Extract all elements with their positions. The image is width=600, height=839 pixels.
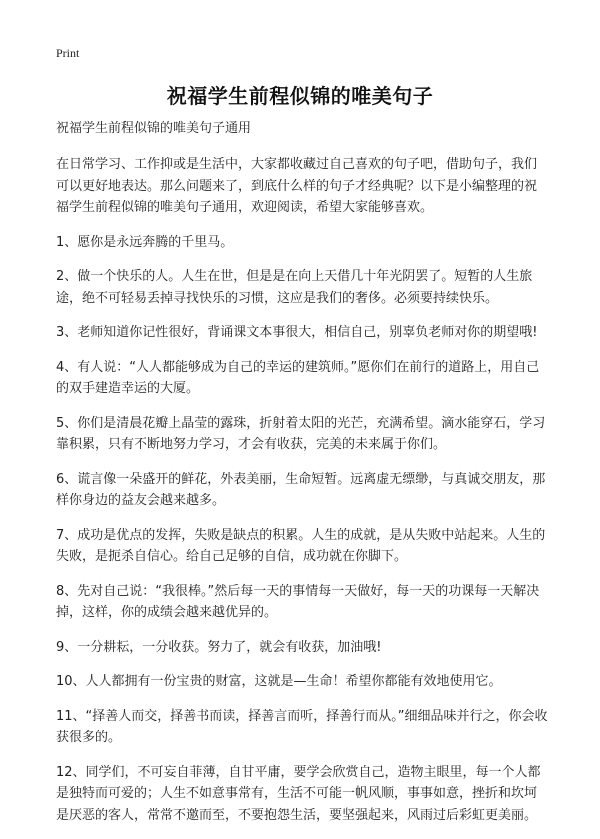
page-title: 祝福学生前程似锦的唯美句子 [166,84,434,108]
list-item: 6、谎言像一朵盛开的鲜花，外表美丽，生命短暂。远离虚无缥缈，与真诚交朋友，那样你身边的益友会越来越多。 [56,471,546,508]
article-subtitle: 祝福学生前程似锦的唯美句子通用 [56,121,252,136]
list-item: 4、有人说：“人人都能够成为自己的幸运的建筑师。”愿你们在前行的道路上，用自己的双手建造幸运的大厦。 [56,359,540,396]
list-item: 2、做一个快乐的人。人生在世，但是是在向上天借几十年光阴罢了。短暂的人生旅途，绝不可轻易丢掉寻找快乐的习惯，这应是我们的奢侈。必须要持续快乐。 [56,269,533,306]
list-item: 5、你们是清晨花瓣上晶莹的露珠，折射着太阳的光芒，充满希望。滴水能穿石，学习靠积累，只有不断地努力学习，才会有收获，完美的未来属于你们。 [56,415,546,452]
list-item: 10、人人都拥有一份宝贵的财富，这就是—生命！希望你都能有效地使用它。 [56,674,502,689]
list-item: 3、老师知道你记性很好，背诵课文本事很大，相信自己，别辜负老师对你的期望哦! [56,325,538,340]
print-link[interactable]: Print [56,46,80,60]
list-item: 8、先对自己说：“我很棒。”然后每一天的事情每一天做好，每一天的功课每一天解决掉，这样，你的成绩会越来越优异的。 [56,583,540,620]
article-intro: 在日常学习、工作抑或是生活中，大家都收藏过自己喜欢的句子吧，借助句子，我们可以更好地表达。那么问题来了，到底什么样的句子才经典呢？以下是小编整理的祝福学生前程似锦的唯美句子通用，欢迎阅读，希望大家能够喜欢。 [56,157,538,215]
list-item: 7、成功是优点的发挥，失败是缺点的积累。人生的成就，是从失败中站起来。人生的失败，是扼杀自信心。给自己足够的自信，成功就在你脚下。 [56,527,546,564]
article-body [56,118,548,839]
list-item: 11、“择善人而交，择善书而读，择善言而听，择善行而从。”细细品味并行之，你会收获很多的。 [56,708,548,745]
list-item: 9、一分耕耘，一分收获。努力了，就会有收获，加油哦! [56,639,382,655]
list-item: 1、愿你是永远奔腾的千里马。 [56,234,234,250]
list-item: 12、同学们，不可妄自菲薄，自甘平庸，要学会欣赏自己，造物主眼里，每一个人都是独特而可爱的；人生不如意事常有，生活不可能一帆风顺，事事如意，挫折和坎坷是厌恶的客人，常常不邀而至，不要抱怨生活，要坚强起来，风雨过后彩虹更美丽。 [56,764,541,823]
